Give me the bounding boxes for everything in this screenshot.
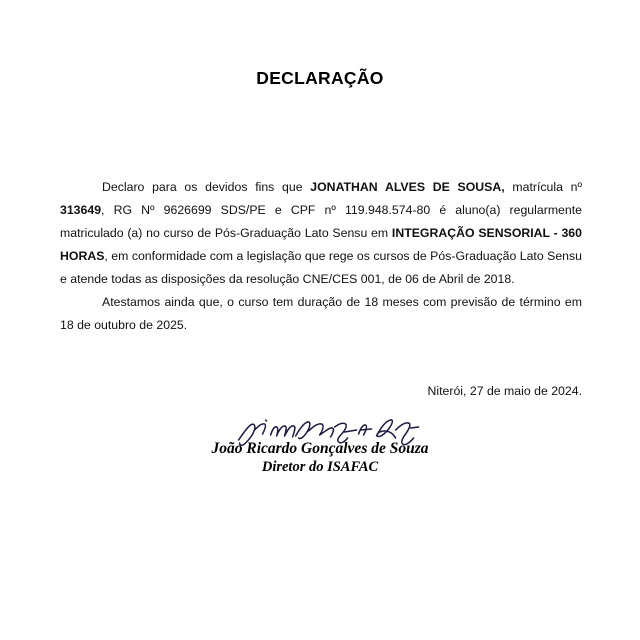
course-name: INTEGRAÇÃO SENSORIAL - 360 HORAS [60, 226, 582, 263]
paragraph-attestation [60, 291, 582, 337]
paragraph-declaration [60, 176, 582, 291]
document-body [60, 176, 582, 337]
declaration-text-1: Declaro para os devidos fins que [102, 180, 311, 194]
place-and-date: Niterói, 27 de maio de 2024. [427, 384, 582, 398]
declaration-text-4: , em conformidade com a legislação que rege os cursos de Pós-Graduação Lato Sensu e atende todas as disposições da resolução CNE/CES 001, de 06 de Abril de 2018. [60, 249, 582, 286]
student-name: JONATHAN ALVES DE SOUSA, [310, 180, 505, 194]
signature-block [0, 440, 640, 476]
declaration-text-2: matrícula nº [504, 180, 583, 194]
signatory-role: Diretor do ISAFAC [261, 459, 379, 475]
page-title: DECLARAÇÃO [256, 68, 384, 88]
registration-number: 313649 [60, 203, 102, 217]
declaration-text-3: , RG Nº 9626699 SDS/PE e CPF nº 119.948.574-80 é aluno(a) regularmente matriculado (a) no curso de Pós-Graduação Lato Sensu em [60, 203, 582, 240]
signature-wrapper [212, 440, 429, 476]
attestation-text: Atestamos ainda que, o curso tem duração de 18 meses com previsão de término em 18 de outubro de 2025. [60, 295, 582, 332]
signatory-name: João Ricardo Gonçalves de Souza [211, 440, 429, 457]
